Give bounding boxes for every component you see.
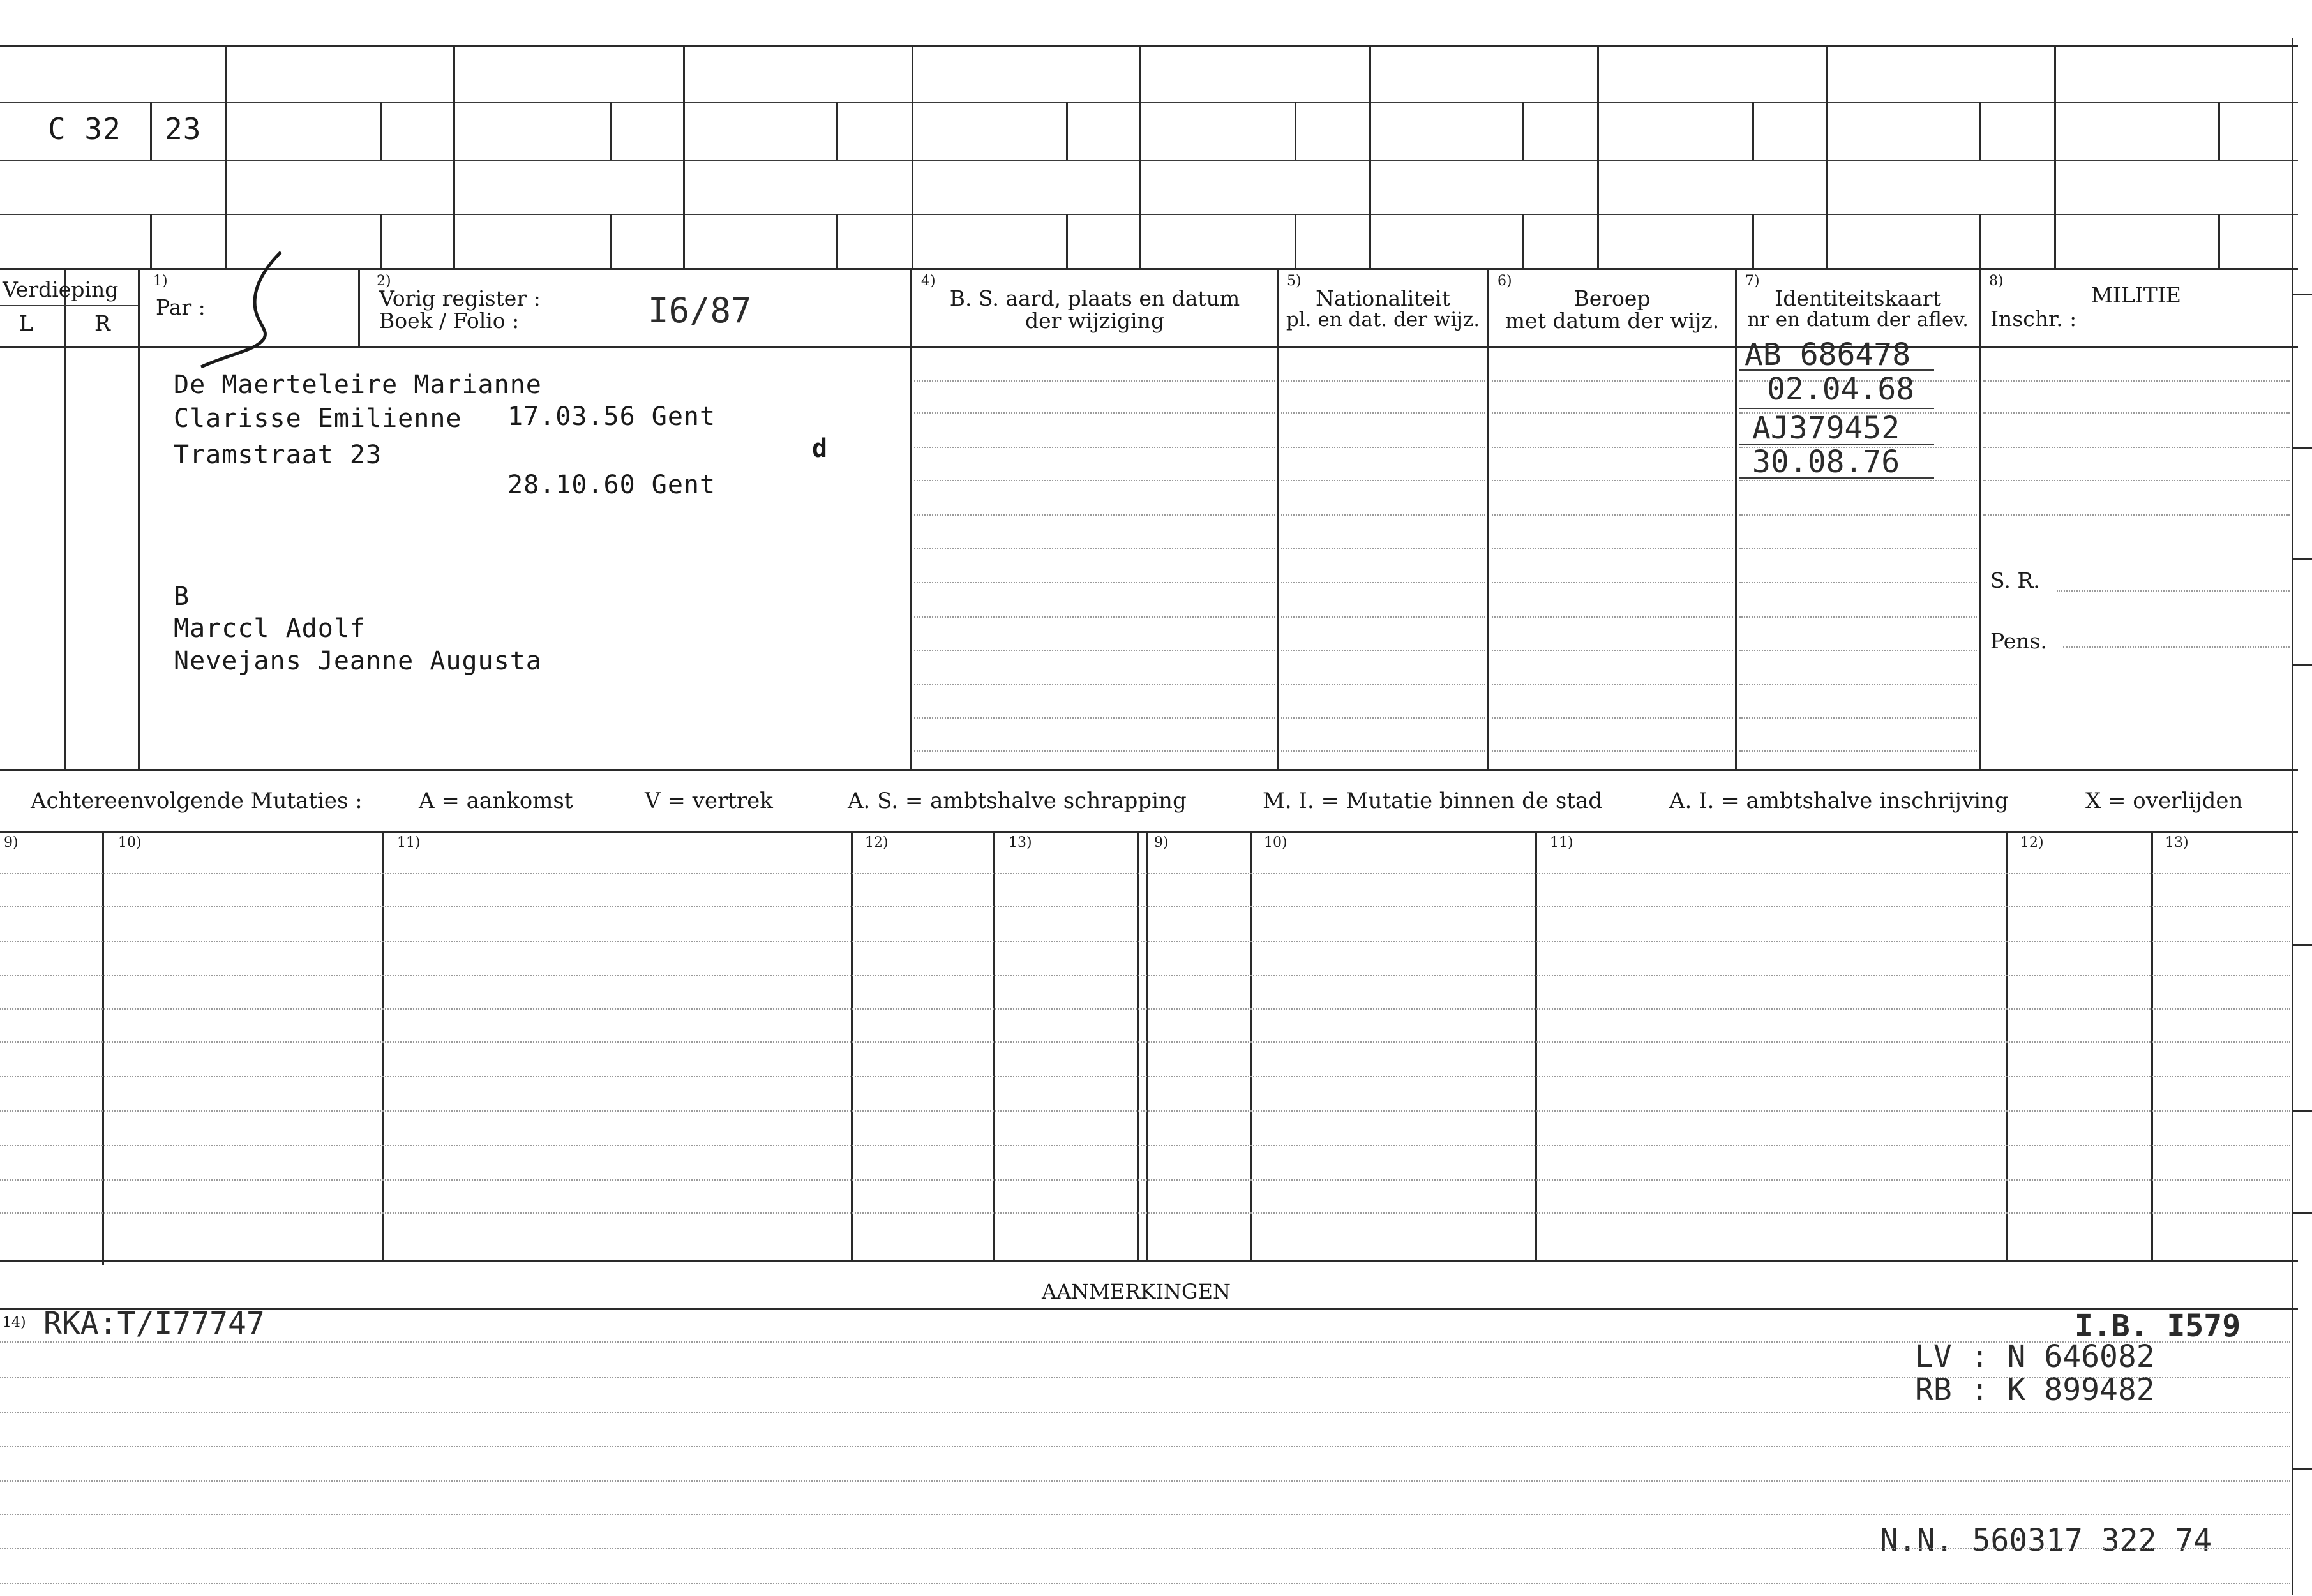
person-mother: Nevejans Jeanne Augusta: [174, 646, 542, 676]
legend-aankomst: A = aankomst: [419, 788, 573, 814]
mutation-col-9-left: 9): [4, 835, 19, 851]
r-label: R: [94, 311, 110, 336]
lv-reference: LV : N 646082: [1915, 1339, 2155, 1375]
person-line-name: De Maerteleire Marianne: [174, 370, 542, 399]
person-line-b: B: [174, 582, 190, 611]
mutation-col-12-left: 12): [865, 835, 889, 851]
legend-vertrek: V = vertrek: [645, 788, 773, 814]
mutation-col-9-right: 9): [1154, 835, 1169, 851]
l-label: L: [19, 311, 33, 336]
legend-ambtshalve-inschrijving: A. I. = ambtshalve inschrijving: [1669, 788, 2009, 814]
person-birth-date-place: 17.03.56 Gent: [507, 402, 716, 431]
col6-number: 6): [1498, 273, 1512, 289]
legend-ambtshalve-schrapping: A. S. = ambtshalve schrapping: [848, 788, 1187, 814]
id-card-number-1: AB 686478: [1745, 337, 1911, 373]
par-hand-mark: [191, 246, 319, 373]
bs-header-line2: der wijziging: [1025, 308, 1164, 333]
identiteitskaart-header: Identiteitskaart: [1775, 286, 1941, 311]
col4-number: 4): [921, 273, 936, 289]
verdieping-label: Verdieping: [3, 277, 119, 302]
col8-number: 8): [1989, 273, 2004, 289]
col2-number: 2): [377, 273, 391, 289]
mutation-col-13-left: 13): [1009, 835, 1032, 851]
register-code: C 32: [48, 112, 121, 146]
person-line-given-names: Clarisse Emilienne: [174, 404, 462, 433]
id-card-date-2: 30.08.76: [1752, 444, 1900, 480]
legend-overlijden: X = overlijden: [2085, 788, 2243, 814]
person-address: Tramstraat 23: [174, 440, 382, 470]
par-label: Par :: [156, 295, 206, 320]
mutation-col-10-left: 10): [118, 835, 142, 851]
identiteitskaart-subheader: nr en datum der aflev.: [1747, 308, 1969, 331]
mutation-col-11-right: 11): [1550, 835, 1573, 851]
col1-number: 1): [153, 273, 168, 289]
nationaliteit-header: Nationaliteit: [1316, 286, 1450, 311]
rka-reference: RKA:T/I77747: [43, 1306, 265, 1341]
bs-header-line1: B. S. aard, plaats en datum: [949, 286, 1240, 311]
remarks-title: AANMERKINGEN: [1042, 1279, 1231, 1304]
person-father: Marccl Adolf: [174, 614, 366, 643]
col5-number: 5): [1287, 273, 1302, 289]
boek-folio-value: I6/87: [648, 290, 752, 331]
boek-folio-label: Boek / Folio :: [379, 308, 520, 333]
nationaliteit-subheader: pl. en dat. der wijz.: [1286, 308, 1480, 331]
mutation-col-11-left: 11): [397, 835, 421, 851]
militie-header: MILITIE: [2091, 283, 2181, 308]
register-number: 23: [165, 112, 202, 146]
mutation-col-12-right: 12): [2020, 835, 2044, 851]
legend-mutatie-binnen-stad: M. I. = Mutatie binnen de stad: [1263, 788, 1602, 814]
mutation-col-13-right: 13): [2165, 835, 2189, 851]
remarks-top-line: [0, 1308, 2298, 1310]
mutations-legend-title: Achtereenvolgende Mutaties :: [31, 788, 363, 814]
col7-number: 7): [1745, 273, 1760, 289]
mutation-col-10-right: 10): [1264, 835, 1287, 851]
person-date-place-2: 28.10.60 Gent: [507, 470, 716, 500]
rb-reference: RB : K 899482: [1915, 1372, 2155, 1408]
vorig-register-label: Vorig register :: [379, 286, 541, 311]
id-card-number-2: AJ379452: [1752, 410, 1900, 446]
national-number: N.N. 560317 322 74: [1880, 1523, 2212, 1558]
person-marker-d: d: [812, 434, 829, 463]
sr-label: S. R.: [1990, 568, 2040, 593]
beroep-header: Beroep: [1573, 286, 1651, 311]
beroep-subheader: met datum der wijz.: [1505, 308, 1720, 333]
pens-label: Pens.: [1990, 629, 2047, 653]
remarks-number: 14): [3, 1315, 26, 1331]
ib-reference: I.B. I579: [2075, 1308, 2241, 1344]
inschr-label: Inschr. :: [1990, 306, 2077, 331]
id-card-date-1: 02.04.68: [1767, 371, 1915, 407]
